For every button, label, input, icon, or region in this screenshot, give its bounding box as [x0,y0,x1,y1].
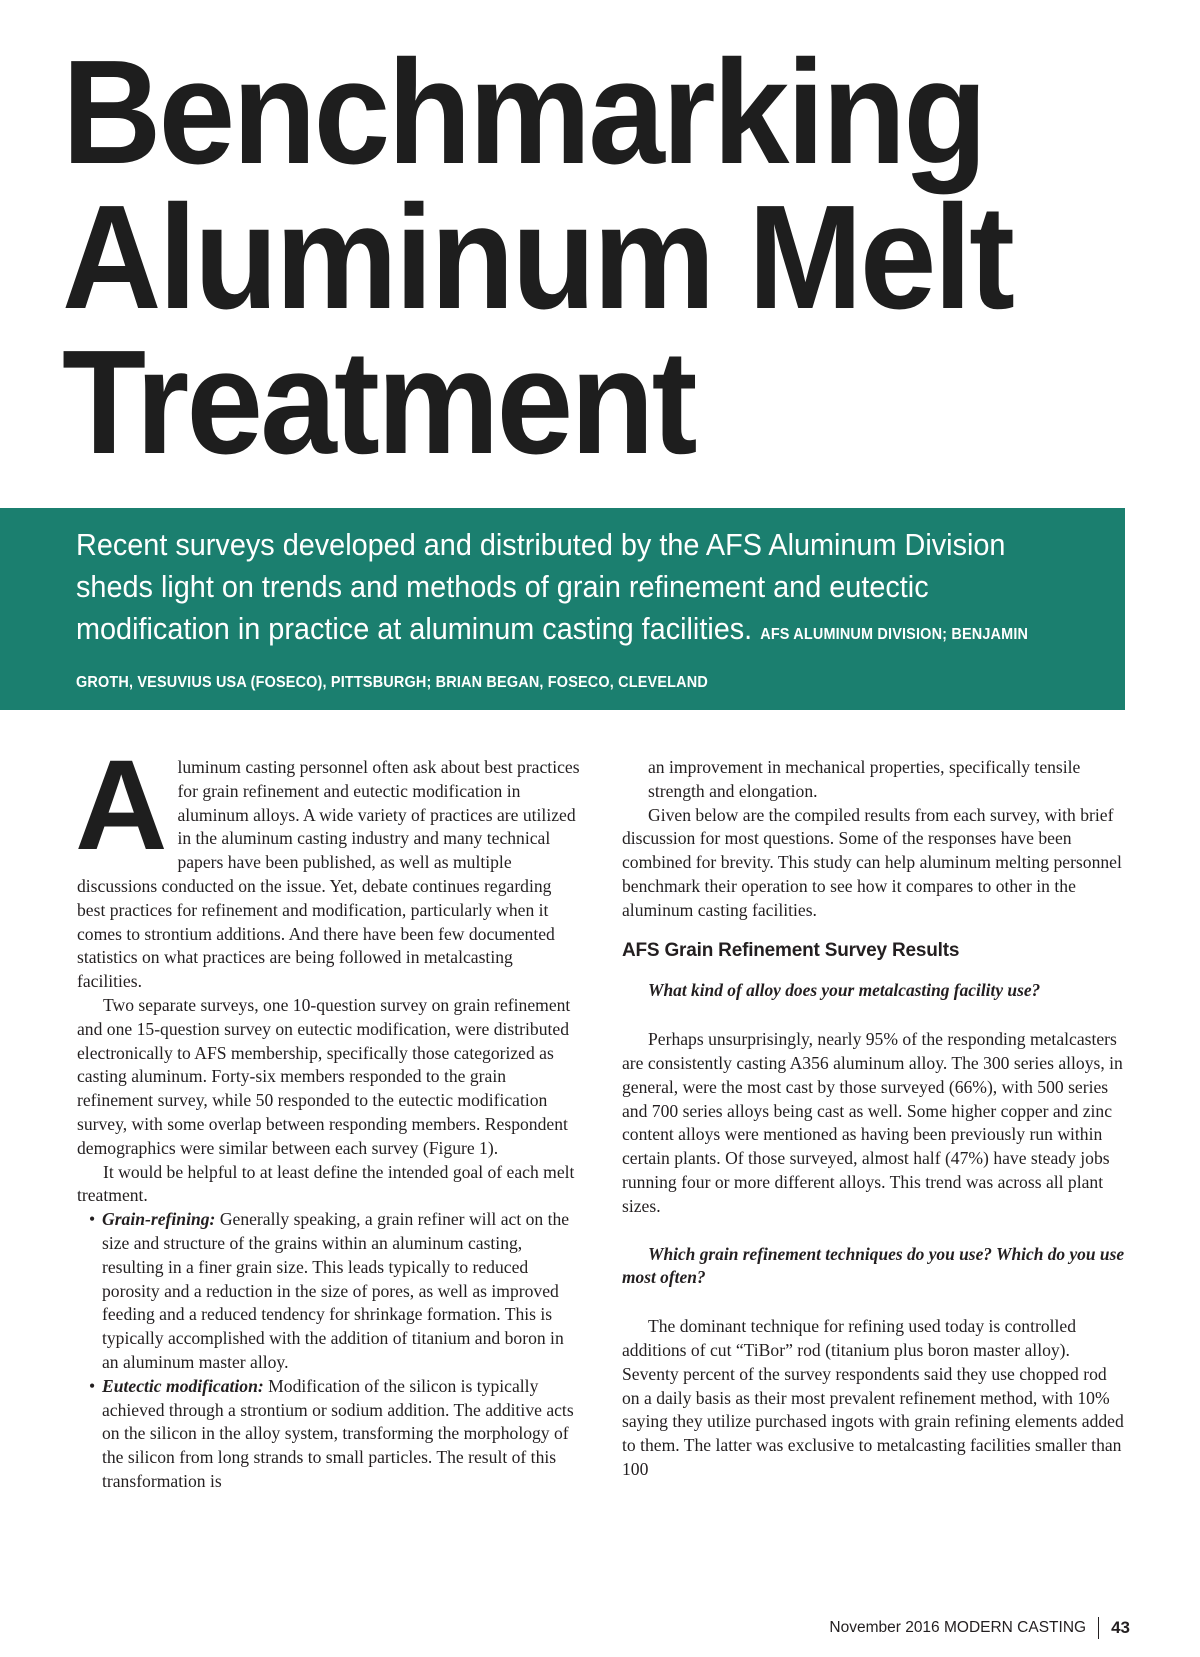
deck-banner [0,508,1125,710]
deck-summary: Recent surveys developed and distributed by the AFS Aluminum Division sheds light on trends and methods of grain refinement and eutectic modification in practice at aluminum casting facilities. [76,527,1006,646]
bullet-text-grain-refining: Generally speaking, a grain refiner will act on the size and structure of the grains within an aluminum casting, resulting in a finer grain size. This leads typically to reduced porosity and a reduction in the size of pores, as well as improved feeding and a reduced tendency for shrinkage formation. This is typically accomplished with the addition of titanium and boron in an aluminum master alloy. [102,1209,570,1372]
list-item [77,1375,582,1494]
article-title [62,30,1085,485]
page-number: 43 [1111,1618,1130,1637]
intro-text: luminum casting personnel often ask about best practices for grain refinement and eutectic modification in aluminum alloys. A wide variety of practices are utilized in the aluminum casting industry and many technical papers have been published, as well as multiple discussions conducted on the issue. Yet, debate continues regarding best practices for refinement and modification, particularly when it comes to strontium additions. And there have been few documented statistics on what practices are being followed in metalcasting facilities. [77,757,580,992]
bullet-label-eutectic: Eutectic modification: [102,1375,264,1396]
answer-techniques: The dominant technique for refining used today is controlled additions of cut “TiBor” rod (titanium plus boron master alloy). Seventy percent of the survey respondents said they use chopped rod on a daily basis as their most prevalent refinement method, with 10% saying they utilize purchased ingots with grain refining elements added to them. The latter was exclusive to metalcasting facilities smaller than 100 [622,1316,1124,1479]
definition-list [77,1208,582,1494]
paragraph-continued: an improvement in mechanical properties, specifically tensile strength and elongation. [648,757,1081,801]
paragraph-goal: It would be helpful to at least define the intended goal of each melt treatment. [77,1161,575,1206]
answer-alloy: Perhaps unsurprisingly, nearly 95% of the responding metalcasters are consistently casting A356 aluminum alloy. The 300 series alloys, in general, were the most cast by those surveyed (66%), with 500 series and 700 series alloys being cast as well. Some higher copper and zinc content alloys were mentioned as having been previously run within certain plants. Of those surveyed, almost half (47%) have steady jobs running four or more different alloys. This trend was across all plant sizes. [622,1029,1123,1216]
question-alloy: What kind of alloy does your metalcasting facility use? [648,980,1041,1001]
deck-byline: AFS ALUMINUM DIVISION; BENJAMIN GROTH, VESUVIUS USA (FOSECO), PITTSBURGH; BRIAN BEGAN, FOSECO, CLEVELAND [76,626,1029,691]
bullet-label-grain-refining: Grain-refining: [102,1209,216,1230]
title-line-2: Aluminum Melt [62,175,1013,340]
paragraph-results-intro: Given below are the compiled results from each survey, with brief discussion for most questions. Some of the responses have been combined for brevity. This study can help aluminum melting personnel benchmark their operation to see how it compares to other in the aluminum casting facilities. [622,804,1122,920]
right-column [622,756,1127,1482]
intro-paragraph [75,734,582,994]
list-item [77,1208,582,1375]
footer-divider [1098,1617,1099,1639]
page-footer [829,1617,1130,1639]
drop-cap: A [75,734,168,877]
title-line-3: Treatment [62,320,695,485]
question-techniques: Which grain refinement techniques do you use? Which do you use most often? [622,1243,1125,1288]
spacer [622,1219,1127,1243]
footer-issue: November 2016 MODERN CASTING [829,1619,1087,1636]
section-heading: AFS Grain Refinement Survey Results [622,939,960,961]
paragraph-surveys: Two separate surveys, one 10-question survey on grain refinement and one 15-question survey on eutectic modification, were distributed electronically to AFS membership, specifically those categorized as casting aluminum. Forty-six members responded to the grain refinement survey, while 50 responded to the eutectic modification survey, with some overlap between responding members. Respondent demographics were similar between each survey (Figure 1). [77,994,571,1158]
title-line-1: Benchmarking [62,30,985,195]
left-column [75,734,582,1494]
deck-text-block [76,524,1080,704]
bullet-text-eutectic: Modification of the silicon is typically achieved through a strontium or sodium addition. The additive acts on the silicon in the alloy system, transforming the morphology of the silicon from long strands to small particles. The result of this transformation is [102,1375,574,1491]
